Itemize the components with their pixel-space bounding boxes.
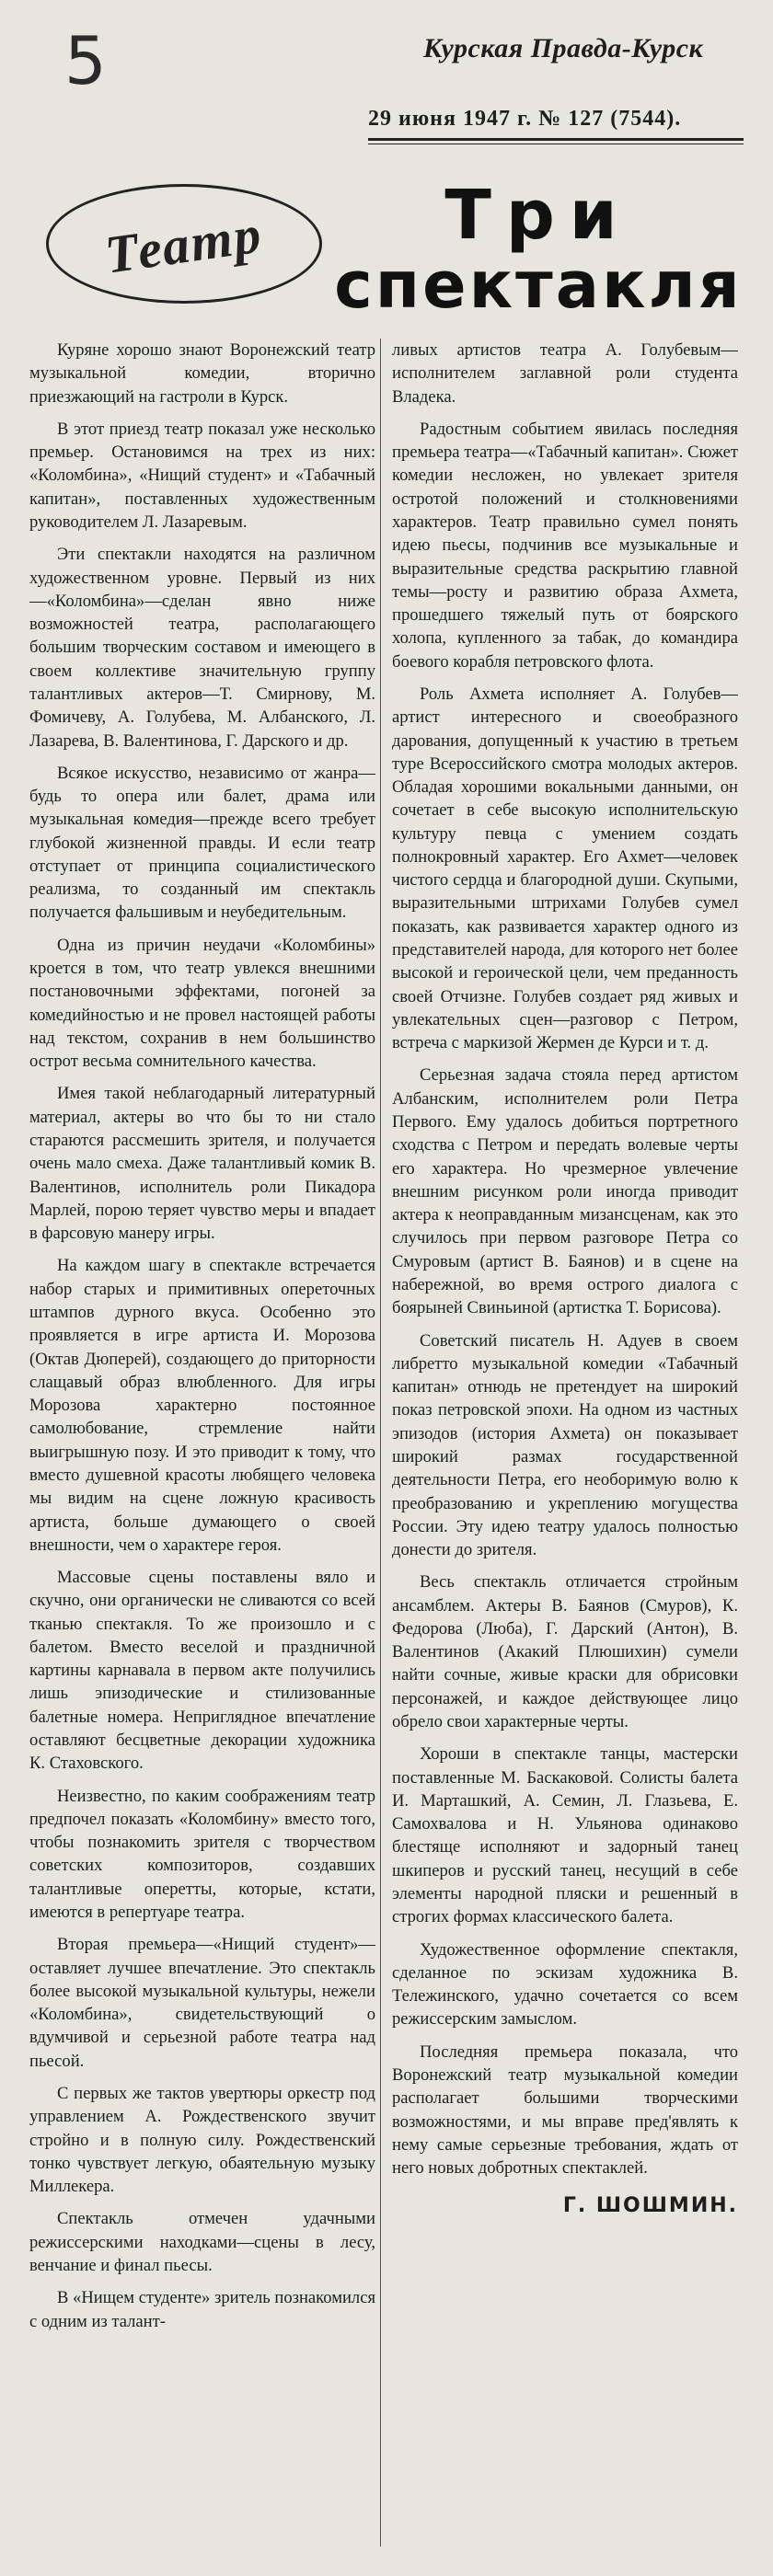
author-signature: Г. ШОШМИН. xyxy=(562,2194,738,2218)
paragraph: Одна из причин неудачи «Коломбины» кроется в том, что театр увлекся внешними постановочными эффектами, погоней за комедийностью и не провел настоящей работы над текстом, сохранив в нем большинство острот весьма сомнительного качества. xyxy=(29,935,375,1072)
issue-date-number: 29 июня 1947 г. № 127 (7544). xyxy=(368,107,682,131)
page-number: 5 xyxy=(64,22,107,99)
paragraph: Радостным событием явилась последняя премьера театра—«Табачный капитан». Сюжет комедии несложен, но увлекает зрителя остротой положений и столкновениями характеров. Театр правильно сумел понять идею пьесы, подчинив все музыкальные и выразительные средства раскрытию главной темы—росту и развитию образа Ахмета, прошедшего тяжелый путь от боярского холопа, купленного за табак, до командира боевого корабля петровского флота. xyxy=(392,419,738,672)
paragraph: Неизвестно, по каким соображениям театр предпочел показать «Коломбину» вместо того, чтобы познакомить зрителя с творчеством советских композиторов, создавших талантливые оперетты, которые, кстати, имеются в репертуаре театра. xyxy=(29,1786,375,1922)
paragraph: Массовые сцены поставлены вяло и скучно, они органически не сливаются со всей тканью спектакля. То же произошло и с балетом. Вместо веселой и праздничной картины карнавала в первом акте получились лишь эпизодические и стилизованные балетные номера. Неприглядное впечатление оставляют бесцветные декорации художника К. Стаховского. xyxy=(29,1568,375,1774)
header-rule xyxy=(368,138,744,141)
paragraph: Роль Ахмета исполняет А. Голубев—артист интересного и своеобразного дарования, допущенный к участию в третьем туре Всероссийского смотра молодых актеров. Обладая хорошими вокальными данными, он сочетает в себе высокую исполнительскую культуру певца с умением создать полнокровный характер. Его Ахмет—человек чистого сердца и благородной души. Скупыми, выразительными штрихами Голубев сумел показать, как развивается характер одного из представителей народа, для которого нет более высокой и героической цели, чем преданность своей Отчизне. Голубев создает ряд живых и увлекательных сцен—разговор с Петром, встреча с маркизой Жермен де Курси и т. д. xyxy=(392,684,738,1053)
paragraph: Вторая премьера—«Нищий студент»—оставляет лучшее впечатление. Это спектакль более высокой музыкальной культуры, нежели «Коломбина», свидетельствующий о вдумчивой и серьезной работе театра над пьесой. xyxy=(29,1935,375,2071)
article-title xyxy=(331,176,745,323)
paragraph: В этот приезд театр показал уже несколько премьер. Остановимся на трех из них: «Коломбина», «Нищий студент» и «Табачный капитан», поставленных художественным руководителем Л. Лазаревым. xyxy=(29,419,375,532)
paragraph: Последняя премьера показала, что Воронежский театр музыкальной комедии располагает большими творческими возможностями, и мы вправе пред'являть к нему самые серьезные требования, ждать от него новых добротных спектаклей. xyxy=(392,2041,738,2179)
article-column-right xyxy=(392,339,738,2565)
paragraph: Имея такой неблагодарный литературный материал, актеры во что бы то ни стало стараются рассмешить зрителя, и получается очень мало смеха. Даже талантливый комик В. Валентинов, исполнитель роли Пикадора Марлей, порою теряет чувство меры и впадает в фарсовую манеру игры. xyxy=(29,1084,375,1244)
article-column-left xyxy=(29,339,375,2565)
paragraph: Хороши в спектакле танцы, мастерски поставленные М. Баскаковой. Солисты балета И. Марташкий, А. Семин, Л. Глазьева, Е. Самохвалова и Н. Ульянова одинаково блестяще исполняют и задорный танец шкиперов и русский танец, несущий в себе элементы народной пляски и решенный в строгих формах классического балета. xyxy=(392,1744,738,1927)
paragraph: На каждом шагу в спектакле встречается набор старых и примитивных опереточных штампов дурного вкуса. Особенно это проявляется в игре артиста И. Морозова (Октав Дюперей), создающего до приторности слащавый образ влюбленного. Для игры Морозова характерно постоянное самолюбование, стремление найти выигрышную позу. И это приводит к тому, что вместо душевной красоты любящего человека мы видим на сцене ложную красивость артиста, больше думающего о своей внешности, чем о характере героя. xyxy=(29,1256,375,1555)
title-line-1: Три xyxy=(444,176,632,255)
paragraph: Художественное оформление спектакля, сделанное по эскизам художника В. Тележинского, удачно сочетается со всем режиссерским замыслом. xyxy=(392,1939,738,2030)
title-line-2: спектакля xyxy=(334,247,743,323)
paragraph: Серьезная задача стояла перед артистом Албанским, исполнителем роли Петра Первого. Ему удалось добиться портретного сходства с Петром и передать волевые черты его характера. Но чрезмерное увлечение внешним рисунком роли иногда приводит актера к неоправданным мизансценам, как это случилось при первом разговоре Петра со Смуровым (артист В. Баянов) и в сцене на набережной, во время острого диалога с боярыней Свиньиной (артистка Т. Борисова). xyxy=(392,1065,738,1318)
paragraph: С первых же тактов увертюры оркестр под управлением А. Рождественского звучит стройно и в полную силу. Рождественский тонко чувствует легкую, обаятельную музыку Миллекера. xyxy=(29,2083,375,2197)
paragraph: Всякое искусство, независимо от жанра—будь то опера или балет, драма или музыкальная комедия—прежде всего требует глубокой жизненной правды. И если театр отступает от принципа социалистического реализма, то созданный им спектакль получается фальшивым и неубедительным. xyxy=(29,763,375,923)
paragraph: Куряне хорошо знают Воронежский театр музыкальной комедии, вторично приезжающий на гастроли в Курск. xyxy=(29,340,375,407)
paragraph-continued: ливых артистов театра А. Голубевым—исполнителем заглавной роли студента Владека. xyxy=(392,340,738,407)
paragraph: Советский писатель Н. Адуев в своем либретто музыкальной комедии «Табачный капитан» отнюдь не претендует на широкий показ петровской эпохи. На одном из частных эпизодов (история Ахмета) он показывает широкий размах государственной деятельности Петра, его необоримую волю к преобразованию и укреплению могущества России. Эту идею театру удалось полностью донести до зрителя. xyxy=(392,1330,738,1560)
paragraph: Эти спектакли находятся на различном художественном уровне. Первый из них—«Коломбина»—сделан явно ниже возможностей театра, располагающего большим творческим составом и имеющего в своем коллективе значительную группу талантливых актеров—Т. Смирнову, М. Фомичеву, А. Голубева, М. Албанского, Л. Лазарева, В. Валентинова, Г. Дарского и др. xyxy=(29,545,375,751)
rubric-oval xyxy=(46,184,322,304)
rubric-label: Театр xyxy=(101,202,267,285)
newspaper-name: Курская Правда-Курск xyxy=(423,33,704,63)
paragraph: В «Нищем студенте» зритель познакомился с одним из талант- xyxy=(29,2288,375,2331)
paragraph: Весь спектакль отличается стройным ансамблем. Актеры В. Баянов (Смуров), К. Федорова (Люба), Г. Дарский (Антон), В. Валентинов (Акакий Плюшихин) сумели найти сочные, живые краски для обрисовки персонажей, и каждое действующее лицо обрело свои характерные черты. xyxy=(392,1572,738,1732)
column-divider xyxy=(380,339,381,2547)
paragraph: Спектакль отмечен удачными режиссерскими находками—сцены в лесу, венчание и финал пьесы. xyxy=(29,2209,375,2275)
